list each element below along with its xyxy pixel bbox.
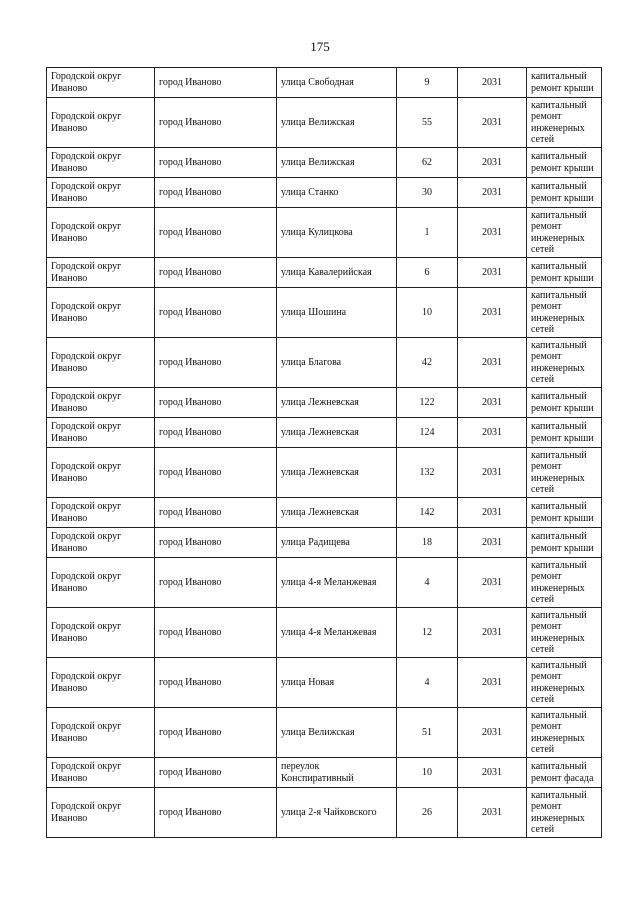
house-number-cell: 12	[397, 608, 458, 658]
table-row	[47, 498, 602, 528]
year-cell: 2031	[458, 708, 527, 758]
street-cell: улица 2-я Чайковского	[277, 788, 397, 838]
house-number-cell: 124	[397, 418, 458, 448]
street-cell: улица Лежневская	[277, 388, 397, 418]
year-cell: 2031	[458, 758, 527, 788]
district-cell: Городской округ Иваново	[47, 498, 155, 528]
table-row	[47, 608, 602, 658]
year-cell: 2031	[458, 608, 527, 658]
year-cell: 2031	[458, 98, 527, 148]
house-number-cell: 9	[397, 68, 458, 98]
district-cell: Городской округ Иваново	[47, 98, 155, 148]
street-cell: улица Лежневская	[277, 418, 397, 448]
work-type-cell: капитальный ремонт инженерных сетей	[527, 448, 602, 498]
table-row	[47, 658, 602, 708]
table-row	[47, 148, 602, 178]
year-cell: 2031	[458, 68, 527, 98]
overhaul-schedule-table	[46, 67, 602, 838]
year-cell: 2031	[458, 338, 527, 388]
street-cell: улица Свободная	[277, 68, 397, 98]
street-cell: улица Лежневская	[277, 498, 397, 528]
year-cell: 2031	[458, 288, 527, 338]
street-cell: улица Велижская	[277, 708, 397, 758]
table-row	[47, 338, 602, 388]
table-row	[47, 528, 602, 558]
street-cell: улица Кавалерийская	[277, 258, 397, 288]
work-type-cell: капитальный ремонт инженерных сетей	[527, 708, 602, 758]
street-cell: улица 4-я Меланжевая	[277, 608, 397, 658]
house-number-cell: 10	[397, 288, 458, 338]
district-cell: Городской округ Иваново	[47, 68, 155, 98]
district-cell: Городской округ Иваново	[47, 528, 155, 558]
district-cell: Городской округ Иваново	[47, 258, 155, 288]
city-cell: город Иваново	[155, 338, 277, 388]
street-cell: переулок Конспиративный	[277, 758, 397, 788]
year-cell: 2031	[458, 418, 527, 448]
district-cell: Городской округ Иваново	[47, 558, 155, 608]
street-cell: улица Кулицкова	[277, 208, 397, 258]
work-type-cell: капитальный ремонт крыши	[527, 148, 602, 178]
city-cell: город Иваново	[155, 708, 277, 758]
year-cell: 2031	[458, 788, 527, 838]
street-cell: улица Велижская	[277, 98, 397, 148]
table-row	[47, 558, 602, 608]
district-cell: Городской округ Иваново	[47, 338, 155, 388]
work-type-cell: капитальный ремонт инженерных сетей	[527, 98, 602, 148]
district-cell: Городской округ Иваново	[47, 608, 155, 658]
street-cell: улица Лежневская	[277, 448, 397, 498]
city-cell: город Иваново	[155, 788, 277, 838]
district-cell: Городской округ Иваново	[47, 208, 155, 258]
house-number-cell: 26	[397, 788, 458, 838]
house-number-cell: 132	[397, 448, 458, 498]
house-number-cell: 4	[397, 558, 458, 608]
table-row	[47, 788, 602, 838]
city-cell: город Иваново	[155, 558, 277, 608]
work-type-cell: капитальный ремонт инженерных сетей	[527, 288, 602, 338]
district-cell: Городской округ Иваново	[47, 388, 155, 418]
city-cell: город Иваново	[155, 148, 277, 178]
table-row	[47, 258, 602, 288]
house-number-cell: 6	[397, 258, 458, 288]
table-row	[47, 208, 602, 258]
house-number-cell: 18	[397, 528, 458, 558]
district-cell: Городской округ Иваново	[47, 658, 155, 708]
house-number-cell: 51	[397, 708, 458, 758]
table-row	[47, 758, 602, 788]
district-cell: Городской округ Иваново	[47, 288, 155, 338]
house-number-cell: 30	[397, 178, 458, 208]
work-type-cell: капитальный ремонт крыши	[527, 418, 602, 448]
table-row	[47, 68, 602, 98]
work-type-cell: капитальный ремонт инженерных сетей	[527, 608, 602, 658]
year-cell: 2031	[458, 498, 527, 528]
work-type-cell: капитальный ремонт инженерных сетей	[527, 558, 602, 608]
house-number-cell: 122	[397, 388, 458, 418]
table-row	[47, 178, 602, 208]
city-cell: город Иваново	[155, 178, 277, 208]
year-cell: 2031	[458, 558, 527, 608]
house-number-cell: 10	[397, 758, 458, 788]
city-cell: город Иваново	[155, 448, 277, 498]
city-cell: город Иваново	[155, 418, 277, 448]
year-cell: 2031	[458, 658, 527, 708]
city-cell: город Иваново	[155, 608, 277, 658]
year-cell: 2031	[458, 448, 527, 498]
table-row	[47, 708, 602, 758]
work-type-cell: капитальный ремонт крыши	[527, 528, 602, 558]
year-cell: 2031	[458, 388, 527, 418]
work-type-cell: капитальный ремонт инженерных сетей	[527, 788, 602, 838]
work-type-cell: капитальный ремонт крыши	[527, 258, 602, 288]
city-cell: город Иваново	[155, 208, 277, 258]
work-type-cell: капитальный ремонт крыши	[527, 68, 602, 98]
table-row	[47, 418, 602, 448]
street-cell: улица Новая	[277, 658, 397, 708]
district-cell: Городской округ Иваново	[47, 418, 155, 448]
table-row	[47, 288, 602, 338]
city-cell: город Иваново	[155, 68, 277, 98]
city-cell: город Иваново	[155, 528, 277, 558]
table-row	[47, 388, 602, 418]
work-type-cell: капитальный ремонт крыши	[527, 178, 602, 208]
city-cell: город Иваново	[155, 388, 277, 418]
work-type-cell: капитальный ремонт инженерных сетей	[527, 338, 602, 388]
page-number: 175	[310, 39, 330, 54]
district-cell: Городской округ Иваново	[47, 758, 155, 788]
district-cell: Городской округ Иваново	[47, 788, 155, 838]
house-number-cell: 62	[397, 148, 458, 178]
table-row	[47, 98, 602, 148]
city-cell: город Иваново	[155, 288, 277, 338]
year-cell: 2031	[458, 528, 527, 558]
table-row	[47, 448, 602, 498]
house-number-cell: 1	[397, 208, 458, 258]
work-type-cell: капитальный ремонт крыши	[527, 388, 602, 418]
year-cell: 2031	[458, 148, 527, 178]
city-cell: город Иваново	[155, 758, 277, 788]
year-cell: 2031	[458, 178, 527, 208]
street-cell: улица Велижская	[277, 148, 397, 178]
year-cell: 2031	[458, 258, 527, 288]
district-cell: Городской округ Иваново	[47, 178, 155, 208]
district-cell: Городской округ Иваново	[47, 448, 155, 498]
street-cell: улица Шошина	[277, 288, 397, 338]
city-cell: город Иваново	[155, 258, 277, 288]
house-number-cell: 55	[397, 98, 458, 148]
work-type-cell: капитальный ремонт инженерных сетей	[527, 208, 602, 258]
street-cell: улица 4-я Меланжевая	[277, 558, 397, 608]
street-cell: улица Радищева	[277, 528, 397, 558]
year-cell: 2031	[458, 208, 527, 258]
house-number-cell: 4	[397, 658, 458, 708]
work-type-cell: капитальный ремонт фасада	[527, 758, 602, 788]
district-cell: Городской округ Иваново	[47, 148, 155, 178]
district-cell: Городской округ Иваново	[47, 708, 155, 758]
city-cell: город Иваново	[155, 658, 277, 708]
work-type-cell: капитальный ремонт инженерных сетей	[527, 658, 602, 708]
street-cell: улица Станко	[277, 178, 397, 208]
house-number-cell: 42	[397, 338, 458, 388]
city-cell: город Иваново	[155, 98, 277, 148]
city-cell: город Иваново	[155, 498, 277, 528]
work-type-cell: капитальный ремонт крыши	[527, 498, 602, 528]
street-cell: улица Благова	[277, 338, 397, 388]
house-number-cell: 142	[397, 498, 458, 528]
